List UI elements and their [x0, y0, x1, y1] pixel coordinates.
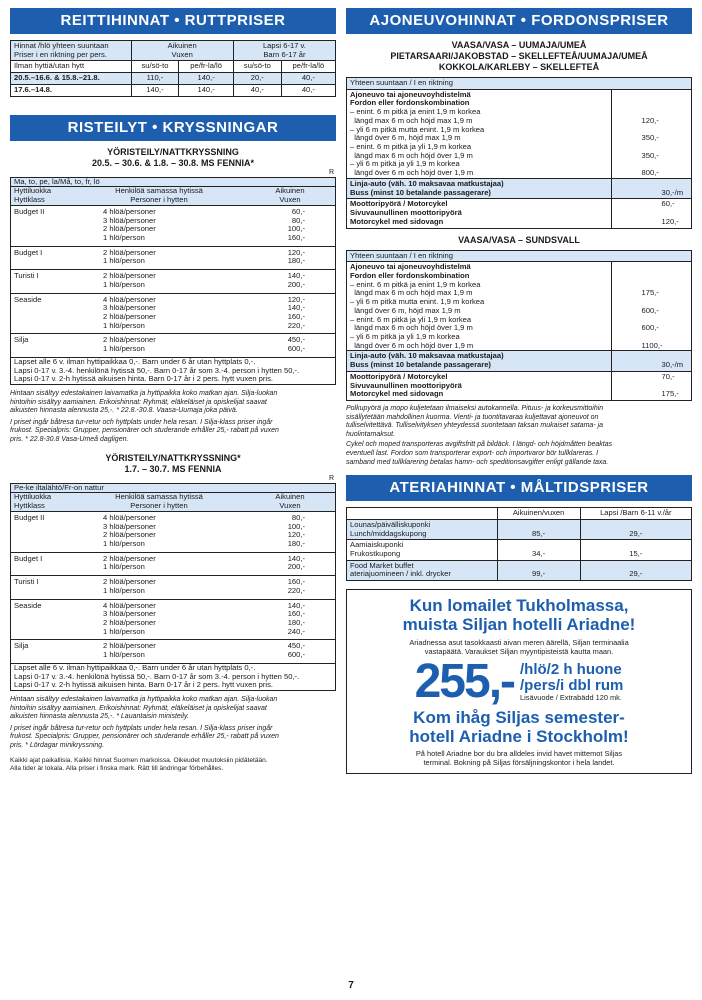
col-adult: Aikuinen Vuxen — [275, 492, 305, 511]
motorcycle-label: Moottoripyörä / Motorcykel Sivuvaunullinen moottoripyörä Motorcykel med sidovagn — [350, 371, 462, 399]
ad-per-person: /hlö/2 h huone /pers/i dbl rum — [520, 660, 624, 694]
cruise-days: Pe-ke iltalähtö/Fr-on nattur — [14, 482, 104, 492]
bus-label: Linja-auto (väh. 10 maksavaa matkustajaa) Buss (minst 10 betalande passagerare) — [350, 351, 504, 370]
route-sub-col: su/sö-to — [233, 61, 281, 73]
bus-price: 30,-/m — [611, 178, 691, 198]
cruise-section — [10, 147, 336, 445]
vehicle-note-fi: Polkupyörä ja mopo kuljetetaan ilmaiseksi autokannella. Pituus- ja korkeusmittoihin sisällytetään mahdollinen kuorma. Vienti- ja tuontitavaraa kuljettavat ajoneuvot on tulliselvitettävä. Tulliselvityksen yhteydessä suoritetaan taksan mukaiset satama- ja huolintamaksut. — [346, 405, 604, 438]
route-head-adult: Aikuinen Vuxen — [131, 41, 233, 61]
route-prices-banner: REITTIHINNAT • RUTTPRISER — [10, 8, 336, 34]
table-row: Aamiaiskuponki Frukostkupong 34,- 15,- — [347, 540, 691, 560]
route-head-child: Lapsi 6-17 v. Barn 6-17 år — [233, 41, 335, 61]
vehicle-section — [346, 235, 692, 402]
table-row: 17.6.–14.8. 140,- 140,- 40,- 40,- — [11, 84, 335, 95]
ad-body-sv: På hotell Ariadne bor du bra alldeles invid havet mittemot Siljas terminal. Bokning på Siljas försäljningskontor i hela landet. — [415, 749, 623, 768]
cruise-fare-table — [10, 483, 336, 691]
r-mark: R — [328, 474, 334, 482]
r-mark: R — [328, 168, 334, 176]
route-head-left: Hinnat /hlö yhteen suuntaan Priser i en riktning per pers. — [14, 41, 109, 59]
ad-headline-sv: Kom ihåg Siljas semester- hotell Ariadne i Stockholm! — [409, 708, 629, 747]
cruise-heading: YÖRISTEILY/NATTKRYSSNING 20.5. – 30.6. & 1.8. – 30.8. MS FENNIA* — [91, 146, 255, 168]
motorcycle-label: Moottoripyörä / Motorcykel Sivuvaunullinen moottoripyörä Motorcykel med sidovagn — [350, 199, 462, 226]
hotel-ariadne-ad — [346, 589, 692, 774]
table-row: Turisti I 2 hlöä/personer 1 hlö/person 140,- 200,- — [11, 270, 335, 293]
vehicle-routes: VAASA/VASA – SUNDSVALL — [458, 234, 580, 245]
cruise-section — [10, 453, 336, 751]
page-number: 7 — [348, 980, 354, 991]
table-row: Silja 2 hlöä/personer 1 hlö/person 450,- 600,- — [11, 334, 335, 357]
table-row: Silja 2 hlöä/personer 1 hlö/person 450,- 600,- — [11, 640, 335, 663]
cruise-child-rules: Lapset alle 6 v. ilman hyttipaikkaa 0,-. Barn under 6 år utan hyttplats 0,-. Lapsi 0-17 v. 3.-4. henkilönä hytissä 50,-. Barn 0-17 år som 3.-4. person i hytten 50,-. Lapsi 0-17 v. 2-h hytissä aikuisen hinta. Barn 0-17 år i 2 pers. hytt vuxen pris. — [14, 356, 300, 384]
disclaimer: Kaikki ajat paikallisia. Kaikki hinnat Suomen markoissa. Oikeudet muutoksiin pidätetään. Alla tider är lokala. Alla priser i finska mark. Rätt till ändringar förbehålles. — [10, 756, 268, 772]
vehicle-prices-banner: AJONEUVOHINNAT • FORDONSPRISER — [346, 8, 692, 34]
vehicle-fare-table: Yhteen suuntaan / I en riktning Ajoneuvo tai ajoneuvoyhdistelmä Fordon eller fordonskombination – enint. 6 m pitkä ja enint 1,9 m korkea längd max 6 m och höjd max 1,9 m 175,- – yli 6 m pitkä mutta enint. 1,9 m korkea längd över 6 m, höjd max 1,9 m 600,- – enint. 6 m pitkä ja yli 1,9 m korkea längd max 6 m och höjd över 1,9 m 600,- – yli 6 m pitkä ja yli 1,9 m korkea längd över 6 m och höjd över 1,9 m 1100,- Linja-auto (väh. 10 maksavaa matkustajaa) Buss (minst 10 betalande passagerare) 30,-/m Moottoripyörä / Motorcykel Sivuvaunullinen moottoripyörä Motorcykel med sidovagn 70,- 175,- — [346, 250, 692, 402]
meal-prices-table — [346, 507, 692, 581]
bus-price: 30,-/m — [611, 351, 691, 371]
ad-price: 255,- — [414, 655, 515, 709]
cruises-banner: RISTEILYT • KRYSSNINGAR — [10, 115, 336, 141]
vehicle-note-sv: Cykel och moped transporteras avgiftsfritt på bildäck. I längd- och höjdmåtten beaktas eventuell last. Fordon som transporterar export- och importvaror bör tullklareras. I samband med tullklarering betalas hamn- och speditionsavgifter enligt gällande taxa. — [346, 441, 613, 466]
motorcycle-prices: 60,- 120,- — [611, 199, 691, 228]
col-cabin-class: Hyttiluokka Hyttklass — [14, 492, 52, 511]
cruise-days: Ma, to, pe, la/Må, to, fr, lö — [14, 176, 100, 186]
vehicle-sections — [346, 40, 692, 401]
bus-label: Linja-auto (väh. 10 maksavaa matkustajaa) Buss (minst 10 betalande passagerare) — [350, 178, 504, 197]
vehicle-fare-table: Yhteen suuntaan / I en riktning Ajoneuvo tai ajoneuvoyhdistelmä Fordon eller fordonskombination – enint. 6 m pitkä ja enint 1,9 m korkea längd max 6 m och höjd max 1,9 m 120,- – yli 6 m pitkä mutta enint. 1,9 m korkea längd över 6 m, höjd max 1,9 m 350,- – enint. 6 m pitkä ja yli 1,9 m korkea längd max 6 m och höjd över 1,9 m 350,- – yli 6 m pitkä ja yli 1,9 m korkea längd över 6 m och höjd över 1,9 m 800,- Linja-auto (väh. 10 maksavaa matkustajaa) Buss (minst 10 betalande passagerare) 30,-/m Moottoripyörä / Motorcykel Sivuvaunullinen moottoripyörä Motorcykel med sidovagn 60,- 120,- — [346, 77, 692, 229]
motorcycle-prices: 70,- 175,- — [611, 371, 691, 400]
meal-head-child: Lapsi /Barn 6-11 v./år — [580, 508, 691, 519]
ad-body-fi: Ariadnessa asut tasokkaasti aivan meren äärellä, Siljan terminaalia vastapäätä. Varaukset Siljan myyntipisteistä kautta maan. — [409, 638, 629, 657]
meal-prices-banner: ATERIAHINNAT • MÅLTIDSPRISER — [346, 475, 692, 501]
left-column — [10, 8, 336, 773]
meal-head-adult: Aikuinen/vuxen — [497, 508, 580, 519]
vehicle-routes: VAASA/VASA – UUMAJA/UMEÅ PIETARSAARI/JAKOBSTAD – SKELLEFTEÅ/UUMAJA/UMEÅ KOKKOLA/KARLEBY – SKELLEFTEÅ — [390, 40, 648, 72]
cruise-note-sv: I priset ingår båtresa tur-retur och hyttplats under hela resan. I Silja-klass priser ingår frukost. Specialpris: Grupper, pensionärer och studerande erhåller 25,- rabatt på vuxen pris. * Lördagar minikryssning. — [10, 724, 279, 749]
vehicle-direction: Yhteen suuntaan / I en riktning — [350, 250, 454, 260]
col-adult: Aikuinen Vuxen — [275, 186, 305, 205]
vehicle-direction: Yhteen suuntaan / I en riktning — [350, 78, 454, 87]
route-sub-col: pe/fr-la/lö — [281, 61, 335, 73]
right-column — [346, 8, 692, 774]
table-row: Seaside 4 hlöä/personer 3 hlöä/personer 2 hlöä/personer 1 hlö/person 120,- 140,- 160,- 220,- — [11, 293, 335, 334]
table-row: Turisti I 2 hlöä/personer 1 hlö/person 160,- 220,- — [11, 576, 335, 599]
combo-title: Ajoneuvo tai ajoneuvoyhdistelmä Fordon eller fordonskombination — [350, 89, 471, 108]
table-row: Budget I 2 hlöä/personer 1 hlö/person 120,- 180,- — [11, 246, 335, 269]
cruise-child-rules: Lapset alle 6 v. ilman hyttipaikkaa 0,-. Barn under 6 år utan hyttplats 0,-. Lapsi 0-17 v. 3.-4. henkilönä hytissä 50,-. Barn 0-17 år som 3.-4. person i hytten 50,-. Lapsi 0-17 v. 2-h hytissä aikuisen hinta. Barn 0-17 år i 2 pers. hytt vuxen pris. — [14, 662, 300, 690]
cruise-note-sv: I priset ingår båtresa tur-retur och hyttplats under hela resan. I Silja-klass priser ingår frukost. Specialpris: Grupper, pensionärer och studerande erhåller 25,- rabatt på vuxen pris. * 22.8-30.8 Vasa-Umeå dagligen. — [10, 418, 279, 443]
ad-extra-bed: Lisävuode / Extrabädd 120 mk. — [520, 692, 622, 702]
route-sub-col: pe/fr-la/lö — [179, 61, 233, 73]
route-sub-left: Ilman hyttiä/utan hytt — [14, 61, 85, 71]
ad-price-block — [353, 655, 685, 709]
ad-headline-fi: Kun lomailet Tukholmassa, muista Siljan hotelli Ariadne! — [402, 596, 636, 635]
col-persons: Henkilöä samassa hytissä Personer i hytten — [115, 492, 203, 511]
table-row: Lounas/päivälliskuponki Lunch/middagskupong 85,- 29,- — [347, 519, 691, 539]
table-row: Budget I 2 hlöä/personer 1 hlö/person 140,- 200,- — [11, 552, 335, 575]
col-cabin-class: Hyttiluokka Hyttklass — [14, 186, 52, 205]
cruise-note-fi: Hintaan sisältyy edestakainen laivamatka ja hyttipaikka koko matkan ajan. Silja-luokan hintoihin sisältyy aamiainen. Erikoishinnat: Ryhmät, eläkeläiset ja opiskelijat saavat aikuisten hinnasta alennusta 25,-. * 22.8.-30.8. Vaasa-Uumaja joka päivä. — [10, 390, 278, 415]
col-persons: Henkilöä samassa hytissä Personer i hytten — [115, 186, 203, 205]
cruise-sections — [10, 147, 336, 751]
cruise-fare-table — [10, 177, 336, 385]
route-prices-table — [10, 40, 336, 97]
table-row: 20.5.–16.6. & 15.8.–21.8. 110,- 140,- 20,- 40,- — [11, 73, 335, 85]
table-row: Seaside 4 hlöä/personer 3 hlöä/personer 2 hlöä/personer 1 hlö/person 140,- 160,- 180,- 240,- — [11, 599, 335, 640]
table-row: Budget II 4 hlöä/personer 3 hlöä/personer 2 hlöä/personer 1 hlö/person 60,- 80,- 100,- 160,- — [11, 205, 335, 246]
cruise-heading: YÖRISTEILY/NATTKRYSSNING* 1.7. – 30.7. MS FENNIA — [105, 452, 241, 474]
vehicle-section — [346, 40, 692, 229]
cruise-note-fi: Hintaan sisältyy edestakainen laivamatka ja hyttipaikka koko matkan ajan. Silja-luokan hintoihin sisältyy aamiainen. Erikoishinnat: Ryhmät, eläkeläiset ja opiskelijat saavat aikuisten hinnasta alennusta 25,-. * Lauantaisin ministeily. — [10, 696, 278, 721]
table-row: Food Market buffet ateriajuomineen / inkl. drycker 99,- 29,- — [347, 560, 691, 580]
route-sub-col: su/sö-to — [131, 61, 179, 73]
combo-title: Ajoneuvo tai ajoneuvoyhdistelmä Fordon eller fordonskombination — [350, 262, 471, 280]
table-row: Budget II 4 hlöä/personer 3 hlöä/personer 2 hlöä/personer 1 hlö/person 80,- 100,- 120,- 180,- — [11, 511, 335, 552]
